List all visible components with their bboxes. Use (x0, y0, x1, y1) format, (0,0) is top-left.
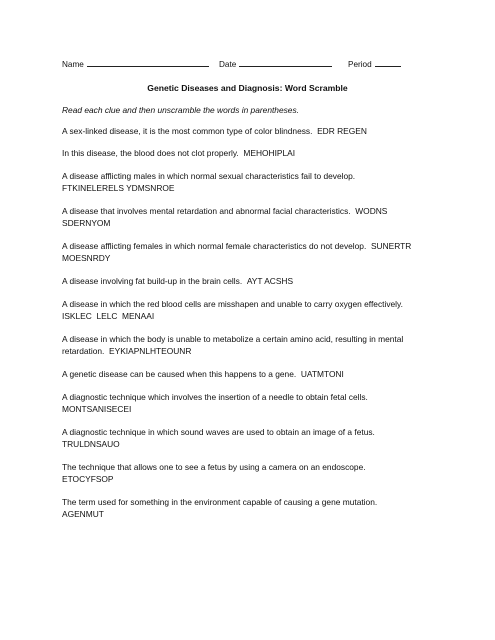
scrambled-word: EDR REGEN (317, 126, 367, 136)
clue-item (62, 462, 434, 485)
clue-text: A disease involving fat build-up in the brain cells. (62, 276, 243, 286)
clue-item (62, 241, 434, 264)
scrambled-word: EYKIAPNLHTEOUNR (109, 345, 192, 356)
scrambled-word: SUNERTR MOESNRDY (62, 241, 412, 263)
date-label: Date (219, 60, 237, 69)
period-blank-line[interactable] (375, 57, 401, 67)
clue-text: In this disease, the blood does not clot properly. (62, 148, 239, 158)
date-field[interactable] (219, 57, 332, 72)
clue-text: A disease in which the body is unable to metabolize a certain amino acid, resulting in mental retardation. (62, 334, 404, 356)
clue-item (62, 497, 434, 520)
clue-item (62, 299, 434, 322)
scrambled-word: TRULDNSAUO (62, 438, 120, 449)
date-blank-line[interactable] (239, 57, 332, 67)
clue-item (62, 126, 434, 138)
clue-text: A disease afflicting females in which normal female characteristics do not develop. (62, 241, 367, 251)
scrambled-word: ISKLEC LELC MENAAI (62, 310, 155, 321)
scrambled-word: ETOCYFSOP (62, 473, 114, 484)
scrambled-word: MEHOHIPLAI (243, 148, 296, 158)
student-info-header (62, 57, 432, 71)
instructions: Read each clue and then unscramble the words in parentheses. (62, 105, 299, 115)
clue-item (62, 171, 434, 194)
clue-item (62, 369, 434, 381)
clue-text: A disease in which the red blood cells are misshapen and unable to carry oxygen effectively. (62, 299, 403, 309)
name-field[interactable] (62, 57, 209, 72)
clue-item (62, 206, 434, 229)
clue-item (62, 148, 434, 160)
clue-text: A sex-linked disease, it is the most common type of color blindness. (62, 126, 313, 136)
clue-text: A diagnostic technique which involves the insertion of a needle to obtain fetal cells. (62, 392, 368, 402)
scrambled-word: MONTSANISECEI (62, 403, 132, 414)
clue-item (62, 392, 434, 415)
scrambled-word: WODNS SDERNYOM (62, 206, 388, 228)
period-label: Period (348, 60, 372, 69)
clue-item (62, 427, 434, 450)
scrambled-word: AGENMUT (62, 508, 104, 519)
clue-item (62, 334, 434, 357)
scrambled-word: AYT ACSHS (246, 276, 294, 286)
clue-item (62, 276, 434, 288)
clue-text: The technique that allows one to see a fetus by using a camera on an endoscope. (62, 462, 366, 472)
name-label: Name (62, 60, 84, 69)
clue-text: A genetic disease can be caused when this happens to a gene. (62, 369, 297, 379)
clue-text: The term used for something in the environment capable of causing a gene mutation. (62, 497, 378, 507)
scrambled-word: FTKINELERELS YDMSNROE (62, 182, 175, 193)
period-field[interactable] (348, 57, 401, 72)
name-blank-line[interactable] (87, 57, 209, 67)
clue-text: A disease afflicting males in which normal sexual characteristics fail to develop. (62, 171, 356, 181)
clue-text: A diagnostic technique in which sound waves are used to obtain an image of a fetus. (62, 427, 375, 437)
scrambled-word: UATMTONI (300, 369, 344, 379)
clue-text: A disease that involves mental retardation and abnormal facial characteristics. (62, 206, 351, 216)
worksheet-title: Genetic Diseases and Diagnosis: Word Scramble (147, 83, 348, 93)
